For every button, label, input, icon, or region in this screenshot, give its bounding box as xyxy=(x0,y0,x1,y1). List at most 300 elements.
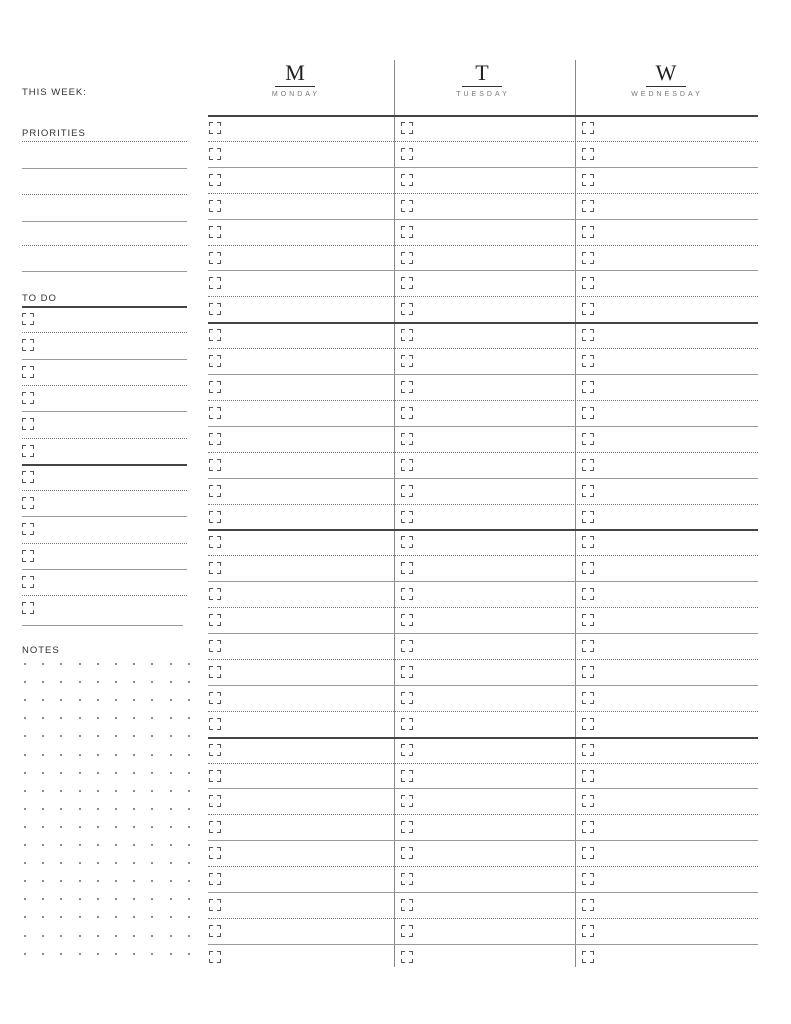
note-dot xyxy=(97,935,99,937)
grid-row-line xyxy=(208,348,758,349)
checkbox-icon[interactable] xyxy=(209,381,221,393)
note-dot xyxy=(151,699,153,701)
todo-line xyxy=(22,516,187,517)
note-dot xyxy=(24,790,26,792)
checkbox-icon[interactable] xyxy=(209,795,221,807)
checkbox-icon[interactable] xyxy=(401,847,413,859)
checkbox-icon[interactable] xyxy=(401,459,413,471)
note-dot xyxy=(133,717,135,719)
checkbox-icon[interactable] xyxy=(582,562,594,574)
checkbox-icon[interactable] xyxy=(209,277,221,289)
grid-row-line xyxy=(208,763,758,764)
checkbox-icon[interactable] xyxy=(209,148,221,160)
checkbox-icon[interactable] xyxy=(401,303,413,315)
checkbox-icon[interactable] xyxy=(22,366,34,378)
note-dot xyxy=(188,681,190,683)
note-dot xyxy=(60,916,62,918)
note-dot xyxy=(133,808,135,810)
priorities-line xyxy=(22,168,187,169)
note-dot xyxy=(24,717,26,719)
note-dot xyxy=(170,898,172,900)
todo-label: TO DO xyxy=(22,293,57,304)
note-dot xyxy=(151,754,153,756)
note-dot xyxy=(170,754,172,756)
checkbox-icon[interactable] xyxy=(582,433,594,445)
note-dot xyxy=(24,916,26,918)
note-dot xyxy=(170,699,172,701)
grid-row-line xyxy=(208,245,758,246)
checkbox-icon[interactable] xyxy=(401,329,413,341)
day-name-tuesday: TUESDAY xyxy=(456,91,510,98)
note-dot xyxy=(24,699,26,701)
note-dot xyxy=(115,717,117,719)
column-divider xyxy=(394,60,395,967)
checkbox-icon[interactable] xyxy=(209,847,221,859)
checkbox-icon[interactable] xyxy=(209,252,221,264)
checkbox-icon[interactable] xyxy=(22,471,34,483)
note-dot xyxy=(115,862,117,864)
note-dot xyxy=(79,772,81,774)
note-dot xyxy=(170,862,172,864)
priorities-line xyxy=(22,245,187,246)
checkbox-icon[interactable] xyxy=(582,614,594,626)
checkbox-icon[interactable] xyxy=(209,666,221,678)
note-dot xyxy=(42,935,44,937)
checkbox-icon[interactable] xyxy=(22,313,34,325)
checkbox-icon[interactable] xyxy=(209,200,221,212)
grid-row-line xyxy=(208,296,758,297)
checkbox-icon[interactable] xyxy=(401,925,413,937)
todo-line xyxy=(22,543,187,544)
checkbox-icon[interactable] xyxy=(401,122,413,134)
priorities-line xyxy=(22,194,187,195)
checkbox-icon[interactable] xyxy=(401,277,413,289)
checkbox-icon[interactable] xyxy=(209,873,221,885)
checkbox-icon[interactable] xyxy=(209,899,221,911)
checkbox-icon[interactable] xyxy=(401,381,413,393)
note-dot xyxy=(115,735,117,737)
note-dot xyxy=(151,790,153,792)
note-dot xyxy=(170,790,172,792)
note-dot xyxy=(24,735,26,737)
note-dot xyxy=(97,735,99,737)
grid-row-line xyxy=(208,866,758,867)
grid-row-line xyxy=(208,892,758,893)
note-dot xyxy=(133,898,135,900)
column-divider xyxy=(575,60,576,967)
checkbox-icon[interactable] xyxy=(209,951,221,963)
grid-row-line xyxy=(208,322,758,324)
note-dot xyxy=(151,916,153,918)
grid-row-line xyxy=(208,452,758,453)
checkbox-icon[interactable] xyxy=(582,122,594,134)
note-dot xyxy=(188,862,190,864)
grid-row-line xyxy=(208,374,758,375)
checkbox-icon[interactable] xyxy=(582,951,594,963)
checkbox-icon[interactable] xyxy=(401,640,413,652)
note-dot xyxy=(24,754,26,756)
note-dot xyxy=(133,754,135,756)
note-dot xyxy=(24,880,26,882)
todo-line xyxy=(22,438,187,439)
grid-row-line xyxy=(208,426,758,427)
note-dot xyxy=(79,681,81,683)
note-dot xyxy=(133,844,135,846)
note-dot xyxy=(42,772,44,774)
note-dot xyxy=(79,808,81,810)
note-dot xyxy=(24,953,26,955)
note-dot xyxy=(79,916,81,918)
checkbox-icon[interactable] xyxy=(209,226,221,238)
note-dot xyxy=(115,826,117,828)
note-dot xyxy=(60,862,62,864)
note-dot xyxy=(188,735,190,737)
checkbox-icon[interactable] xyxy=(401,614,413,626)
checkbox-icon[interactable] xyxy=(22,523,34,535)
grid-row-line xyxy=(208,607,758,608)
checkbox-icon[interactable] xyxy=(209,821,221,833)
checkbox-icon[interactable] xyxy=(209,692,221,704)
checkbox-icon[interactable] xyxy=(22,550,34,562)
checkbox-icon[interactable] xyxy=(401,795,413,807)
checkbox-icon[interactable] xyxy=(401,588,413,600)
note-dot xyxy=(24,808,26,810)
checkbox-icon[interactable] xyxy=(209,485,221,497)
checkbox-icon[interactable] xyxy=(209,562,221,574)
checkbox-icon[interactable] xyxy=(582,200,594,212)
note-dot xyxy=(133,953,135,955)
checkbox-icon[interactable] xyxy=(401,407,413,419)
note-dot xyxy=(79,953,81,955)
day-letter-wednesday: W xyxy=(655,60,677,85)
checkbox-icon[interactable] xyxy=(582,925,594,937)
checkbox-icon[interactable] xyxy=(401,148,413,160)
note-dot xyxy=(133,862,135,864)
priorities-line xyxy=(22,221,187,222)
note-dot xyxy=(97,916,99,918)
note-dot xyxy=(42,862,44,864)
checkbox-icon[interactable] xyxy=(582,899,594,911)
note-dot xyxy=(79,898,81,900)
checkbox-icon[interactable] xyxy=(401,511,413,523)
note-dot xyxy=(133,772,135,774)
todo-bottom-rule xyxy=(22,625,183,626)
note-dot xyxy=(24,681,26,683)
note-dot xyxy=(60,808,62,810)
checkbox-icon[interactable] xyxy=(209,355,221,367)
grid-row-line xyxy=(208,814,758,815)
checkbox-icon[interactable] xyxy=(582,303,594,315)
checkbox-icon[interactable] xyxy=(209,536,221,548)
todo-line xyxy=(22,332,187,333)
grid-row-line xyxy=(208,270,758,271)
grid-row-line xyxy=(208,141,758,142)
this-week-label: THIS WEEK: xyxy=(22,87,87,98)
note-dot xyxy=(60,790,62,792)
note-dot xyxy=(188,717,190,719)
note-dot xyxy=(188,826,190,828)
note-dot xyxy=(151,717,153,719)
checkbox-icon[interactable] xyxy=(401,174,413,186)
checkbox-icon[interactable] xyxy=(401,821,413,833)
checkbox-icon[interactable] xyxy=(582,329,594,341)
note-dot xyxy=(97,681,99,683)
checkbox-icon[interactable] xyxy=(401,666,413,678)
checkbox-icon[interactable] xyxy=(401,200,413,212)
note-dot xyxy=(151,862,153,864)
day-underline xyxy=(646,86,686,87)
note-dot xyxy=(79,754,81,756)
note-dot xyxy=(151,772,153,774)
todo-top-rule xyxy=(22,306,187,308)
checkbox-icon[interactable] xyxy=(582,873,594,885)
checkbox-icon[interactable] xyxy=(22,339,34,351)
grid-row-line xyxy=(208,219,758,220)
grid-row-line xyxy=(208,555,758,556)
grid-row-line xyxy=(208,633,758,634)
day-letter-tuesday: T xyxy=(475,60,489,85)
note-dot xyxy=(42,880,44,882)
checkbox-icon[interactable] xyxy=(582,847,594,859)
checkbox-icon[interactable] xyxy=(401,692,413,704)
checkbox-icon[interactable] xyxy=(209,433,221,445)
note-dot xyxy=(60,898,62,900)
checkbox-icon[interactable] xyxy=(209,303,221,315)
note-dot xyxy=(133,735,135,737)
note-dot xyxy=(188,699,190,701)
checkbox-icon[interactable] xyxy=(22,392,34,404)
note-dot xyxy=(151,898,153,900)
checkbox-icon[interactable] xyxy=(582,588,594,600)
checkbox-icon[interactable] xyxy=(582,536,594,548)
grid-row-line xyxy=(208,788,758,789)
note-dot xyxy=(97,862,99,864)
checkbox-icon[interactable] xyxy=(22,418,34,430)
checkbox-icon[interactable] xyxy=(582,226,594,238)
todo-line xyxy=(22,359,187,360)
notes-label: NOTES xyxy=(22,645,60,656)
grid-row-line xyxy=(208,167,758,168)
priorities-line xyxy=(22,271,187,272)
note-dot xyxy=(24,663,26,665)
checkbox-icon[interactable] xyxy=(582,795,594,807)
note-dot xyxy=(97,844,99,846)
grid-row-line xyxy=(208,944,758,945)
note-dot xyxy=(79,699,81,701)
checkbox-icon[interactable] xyxy=(401,252,413,264)
note-dot xyxy=(42,916,44,918)
note-dot xyxy=(97,880,99,882)
checkbox-icon[interactable] xyxy=(209,122,221,134)
day-underline xyxy=(275,86,315,87)
priorities-line xyxy=(22,141,187,142)
checkbox-icon[interactable] xyxy=(22,602,34,614)
note-dot xyxy=(97,826,99,828)
checkbox-icon[interactable] xyxy=(582,148,594,160)
note-dot xyxy=(188,772,190,774)
checkbox-icon[interactable] xyxy=(582,640,594,652)
day-name-wednesday: WEDNESDAY xyxy=(631,91,703,98)
checkbox-icon[interactable] xyxy=(582,459,594,471)
note-dot xyxy=(60,772,62,774)
checkbox-icon[interactable] xyxy=(401,718,413,730)
checkbox-icon[interactable] xyxy=(401,226,413,238)
checkbox-icon[interactable] xyxy=(209,640,221,652)
note-dot xyxy=(60,717,62,719)
todo-line xyxy=(22,595,187,596)
note-dot xyxy=(60,681,62,683)
checkbox-icon[interactable] xyxy=(209,744,221,756)
checkbox-icon[interactable] xyxy=(22,497,34,509)
checkbox-icon[interactable] xyxy=(582,770,594,782)
checkbox-icon[interactable] xyxy=(582,174,594,186)
note-dot xyxy=(42,826,44,828)
note-dot xyxy=(42,898,44,900)
checkbox-icon[interactable] xyxy=(401,873,413,885)
note-dot xyxy=(170,935,172,937)
note-dot xyxy=(115,916,117,918)
checkbox-icon[interactable] xyxy=(401,485,413,497)
checkbox-icon[interactable] xyxy=(401,744,413,756)
note-dot xyxy=(97,772,99,774)
note-dot xyxy=(60,735,62,737)
checkbox-icon[interactable] xyxy=(582,381,594,393)
note-dot xyxy=(97,808,99,810)
grid-top-rule xyxy=(208,115,758,117)
note-dot xyxy=(170,717,172,719)
note-dot xyxy=(97,953,99,955)
note-dot xyxy=(170,663,172,665)
note-dot xyxy=(133,880,135,882)
checkbox-icon[interactable] xyxy=(582,252,594,264)
checkbox-icon[interactable] xyxy=(209,459,221,471)
note-dot xyxy=(24,772,26,774)
note-dot xyxy=(42,699,44,701)
note-dot xyxy=(60,754,62,756)
note-dot xyxy=(79,735,81,737)
note-dot xyxy=(133,916,135,918)
checkbox-icon[interactable] xyxy=(582,718,594,730)
checkbox-icon[interactable] xyxy=(401,562,413,574)
checkbox-icon[interactable] xyxy=(209,770,221,782)
note-dot xyxy=(188,844,190,846)
note-dot xyxy=(60,953,62,955)
checkbox-icon[interactable] xyxy=(582,692,594,704)
note-dot xyxy=(133,699,135,701)
note-dot xyxy=(60,663,62,665)
checkbox-icon[interactable] xyxy=(401,899,413,911)
note-dot xyxy=(170,916,172,918)
note-dot xyxy=(79,862,81,864)
note-dot xyxy=(42,844,44,846)
note-dot xyxy=(170,953,172,955)
note-dot xyxy=(115,880,117,882)
note-dot xyxy=(188,880,190,882)
note-dot xyxy=(42,735,44,737)
note-dot xyxy=(79,717,81,719)
checkbox-icon[interactable] xyxy=(582,485,594,497)
day-name-monday: MONDAY xyxy=(271,91,321,98)
note-dot xyxy=(97,663,99,665)
note-dot xyxy=(133,826,135,828)
checkbox-icon[interactable] xyxy=(582,744,594,756)
note-dot xyxy=(24,826,26,828)
note-dot xyxy=(133,663,135,665)
note-dot xyxy=(97,754,99,756)
note-dot xyxy=(60,880,62,882)
checkbox-icon[interactable] xyxy=(401,951,413,963)
checkbox-icon[interactable] xyxy=(209,174,221,186)
note-dot xyxy=(151,681,153,683)
note-dot xyxy=(79,790,81,792)
todo-line xyxy=(22,490,187,491)
note-dot xyxy=(133,935,135,937)
note-dot xyxy=(24,862,26,864)
note-dot xyxy=(115,772,117,774)
grid-row-line xyxy=(208,685,758,686)
note-dot xyxy=(115,953,117,955)
note-dot xyxy=(115,663,117,665)
day-letter-monday: M xyxy=(285,60,305,85)
note-dot xyxy=(115,790,117,792)
checkbox-icon[interactable] xyxy=(401,433,413,445)
note-dot xyxy=(133,790,135,792)
note-dot xyxy=(151,826,153,828)
note-dot xyxy=(170,826,172,828)
grid-row-line xyxy=(208,918,758,919)
checkbox-icon[interactable] xyxy=(401,536,413,548)
checkbox-icon[interactable] xyxy=(209,718,221,730)
note-dot xyxy=(151,663,153,665)
todo-line xyxy=(22,569,187,570)
note-dot xyxy=(170,808,172,810)
note-dot xyxy=(97,790,99,792)
note-dot xyxy=(42,717,44,719)
checkbox-icon[interactable] xyxy=(209,407,221,419)
note-dot xyxy=(151,808,153,810)
grid-row-line xyxy=(208,193,758,194)
note-dot xyxy=(24,898,26,900)
checkbox-icon[interactable] xyxy=(22,576,34,588)
note-dot xyxy=(24,935,26,937)
checkbox-icon[interactable] xyxy=(209,925,221,937)
checkbox-icon[interactable] xyxy=(209,329,221,341)
checkbox-icon[interactable] xyxy=(582,355,594,367)
checkbox-icon[interactable] xyxy=(401,770,413,782)
note-dot xyxy=(115,935,117,937)
checkbox-icon[interactable] xyxy=(582,511,594,523)
note-dot xyxy=(170,735,172,737)
checkbox-icon[interactable] xyxy=(582,666,594,678)
checkbox-icon[interactable] xyxy=(582,407,594,419)
checkbox-icon[interactable] xyxy=(22,445,34,457)
note-dot xyxy=(188,790,190,792)
note-dot xyxy=(115,699,117,701)
checkbox-icon[interactable] xyxy=(209,511,221,523)
day-underline xyxy=(462,86,502,87)
note-dot xyxy=(97,699,99,701)
checkbox-icon[interactable] xyxy=(582,821,594,833)
note-dot xyxy=(170,880,172,882)
grid-row-line xyxy=(208,504,758,505)
checkbox-icon[interactable] xyxy=(582,277,594,289)
grid-row-line xyxy=(208,529,758,531)
checkbox-icon[interactable] xyxy=(209,588,221,600)
grid-row-line xyxy=(208,711,758,712)
checkbox-icon[interactable] xyxy=(401,355,413,367)
note-dot xyxy=(188,663,190,665)
checkbox-icon[interactable] xyxy=(209,614,221,626)
